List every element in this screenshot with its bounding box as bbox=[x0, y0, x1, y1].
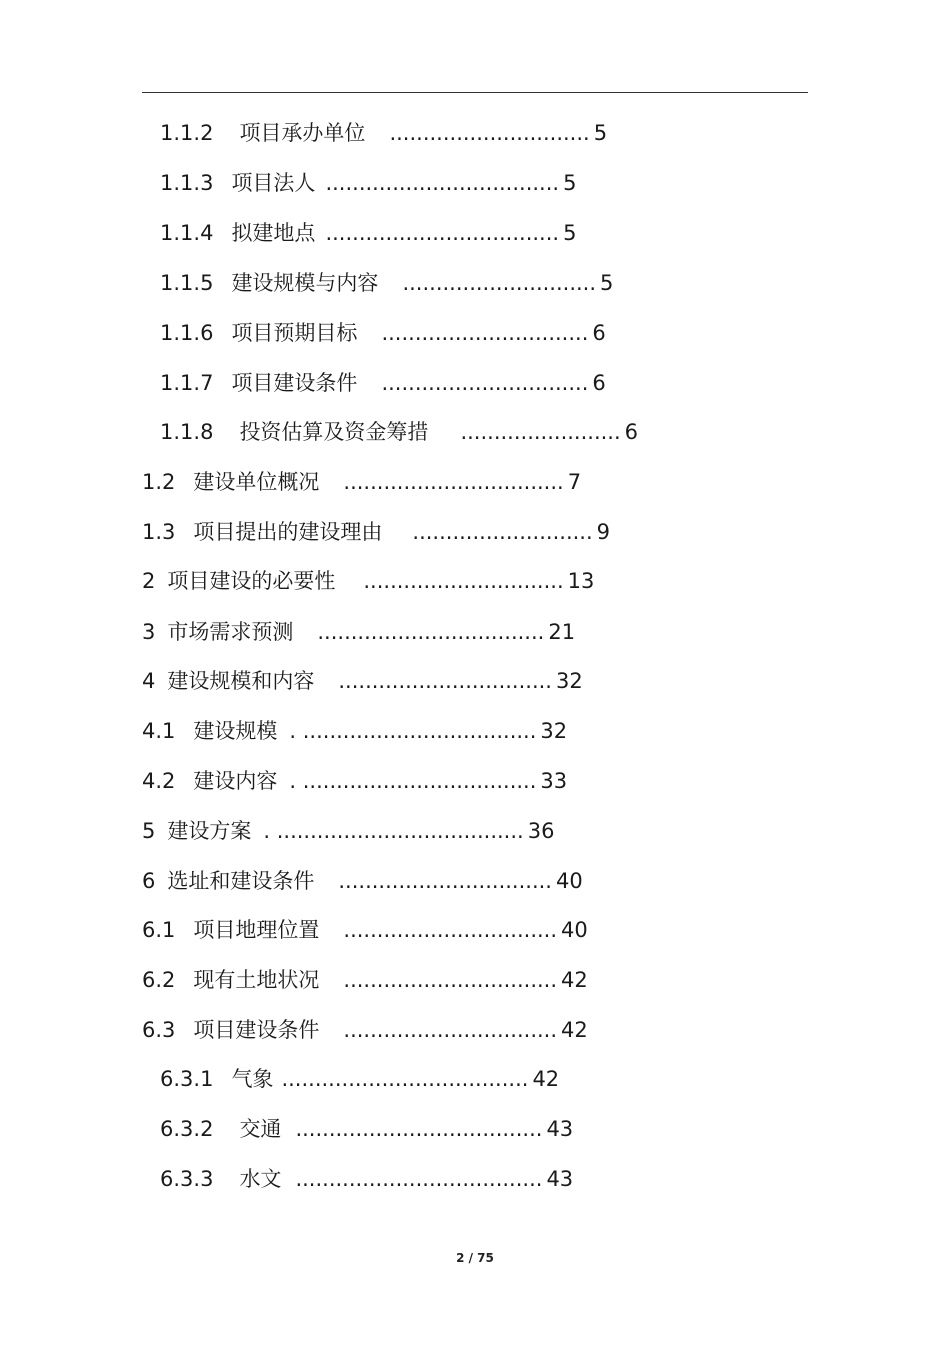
toc-title: 交通 bbox=[239, 1117, 282, 1141]
toc-page-number: 32 bbox=[540, 719, 568, 743]
toc-entry-4-2[interactable] bbox=[142, 766, 567, 796]
toc-title: 水文 bbox=[239, 1167, 282, 1191]
toc-dot-leader: ................................ bbox=[338, 669, 552, 693]
toc-page-number: 42 bbox=[561, 1018, 588, 1042]
toc-title: 拟建地点 bbox=[231, 221, 316, 245]
toc-dot-leader: ........................... bbox=[412, 520, 593, 544]
toc-entry-1-1-3[interactable] bbox=[160, 168, 576, 198]
toc-page-number: 33 bbox=[540, 769, 568, 793]
toc-entry-5[interactable] bbox=[142, 816, 554, 846]
toc-title: 建设规模和内容 bbox=[167, 669, 315, 693]
toc-page-number: 6 bbox=[592, 371, 606, 395]
toc-title: 市场需求预测 bbox=[167, 620, 294, 644]
toc-page-number: 9 bbox=[596, 520, 611, 544]
toc-page-number: 13 bbox=[567, 569, 595, 593]
toc-entry-1-1-4[interactable] bbox=[160, 218, 576, 248]
toc-title: 现有土地状况 bbox=[193, 968, 320, 992]
toc-entry-6-3-1[interactable] bbox=[160, 1064, 559, 1094]
toc-number: 1.3 bbox=[142, 520, 176, 544]
toc-title: 投资估算及资金筹措 bbox=[239, 420, 429, 444]
toc-dot-leader: ................................ bbox=[343, 918, 558, 942]
toc-number: 1.1.4 bbox=[160, 221, 214, 245]
toc-number: 4.1 bbox=[142, 719, 176, 743]
toc-number: 6.3.1 bbox=[160, 1067, 214, 1091]
toc-entry-4[interactable] bbox=[142, 666, 583, 696]
toc-title: 项目建设的必要性 bbox=[167, 569, 336, 593]
toc-page-number: 21 bbox=[548, 620, 576, 644]
toc-title: 建设内容 bbox=[193, 769, 278, 793]
page-number-footer: 2 / 75 bbox=[456, 1251, 494, 1265]
toc-number: 1.1.8 bbox=[160, 420, 214, 444]
toc-title: 项目预期目标 bbox=[231, 321, 358, 345]
toc-page-number: 40 bbox=[561, 918, 588, 942]
toc-number: 1.1.2 bbox=[160, 121, 214, 145]
toc-entry-1-3[interactable] bbox=[142, 517, 610, 547]
toc-number: 6.3.2 bbox=[160, 1117, 214, 1141]
toc-title: 选址和建设条件 bbox=[167, 869, 315, 893]
toc-page-number: 43 bbox=[546, 1167, 574, 1191]
toc-entry-1-1-5[interactable] bbox=[160, 268, 613, 298]
toc-number: 6.3.3 bbox=[160, 1167, 214, 1191]
toc-dot-leader: ..................................... bbox=[281, 1067, 529, 1091]
toc-page-number: 5 bbox=[563, 221, 577, 245]
toc-page-number: 5 bbox=[600, 271, 614, 295]
toc-number: 6 bbox=[142, 869, 156, 893]
toc-dot-leader: .................................. bbox=[317, 620, 545, 644]
toc-number: 3 bbox=[142, 620, 156, 644]
toc-entry-6-3-3[interactable] bbox=[160, 1164, 573, 1194]
toc-title: 项目地理位置 bbox=[193, 918, 320, 942]
toc-number: 4.2 bbox=[142, 769, 176, 793]
toc-number: 6.2 bbox=[142, 968, 176, 992]
toc-title: 气象 bbox=[231, 1067, 274, 1091]
toc-entry-1-1-6[interactable] bbox=[160, 318, 606, 348]
toc-entry-3[interactable] bbox=[142, 617, 575, 647]
toc-number: 1.1.7 bbox=[160, 371, 214, 395]
toc-number: 1.1.6 bbox=[160, 321, 214, 345]
toc-number: 4 bbox=[142, 669, 156, 693]
toc-page-number: 43 bbox=[546, 1117, 574, 1141]
toc-dot-leader: . ................................... bbox=[289, 719, 537, 743]
toc-title: 项目承办单位 bbox=[239, 121, 366, 145]
toc-dot-leader: ................................. bbox=[343, 470, 564, 494]
toc-title: 项目建设条件 bbox=[193, 1018, 320, 1042]
toc-title: 建设单位概况 bbox=[193, 470, 320, 494]
toc-dot-leader: .............................. bbox=[363, 569, 564, 593]
toc-number: 6.3 bbox=[142, 1018, 176, 1042]
toc-number: 6.1 bbox=[142, 918, 176, 942]
toc-dot-leader: ................................ bbox=[343, 968, 558, 992]
toc-entry-6[interactable] bbox=[142, 866, 583, 896]
toc-title: 建设规模与内容 bbox=[231, 271, 379, 295]
toc-dot-leader: ................................ bbox=[343, 1018, 558, 1042]
toc-page-number: 6 bbox=[592, 321, 606, 345]
toc-number: 1.1.5 bbox=[160, 271, 214, 295]
toc-entry-6-2[interactable] bbox=[142, 965, 588, 995]
toc-number: 1.1.3 bbox=[160, 171, 214, 195]
toc-dot-leader: ................................ bbox=[338, 869, 552, 893]
toc-page-number: 7 bbox=[567, 470, 582, 494]
toc-dot-leader: ............................... bbox=[381, 371, 589, 395]
toc-dot-leader: ..................................... bbox=[295, 1167, 543, 1191]
toc-number: 2 bbox=[142, 569, 156, 593]
toc-dot-leader: .............................. bbox=[389, 121, 590, 145]
toc-dot-leader: ................................... bbox=[325, 221, 560, 245]
toc-page-number: 6 bbox=[624, 420, 639, 444]
toc-dot-leader: ............................. bbox=[402, 271, 597, 295]
toc-dot-leader: ................................... bbox=[325, 171, 560, 195]
toc-entry-1-1-8[interactable] bbox=[160, 417, 638, 447]
toc-dot-leader: . ................................... bbox=[289, 769, 537, 793]
toc-entry-6-1[interactable] bbox=[142, 915, 588, 945]
toc-entry-2[interactable] bbox=[142, 566, 594, 596]
toc-number: 1.2 bbox=[142, 470, 176, 494]
toc-title: 建设方案 bbox=[167, 819, 252, 843]
toc-page-number: 5 bbox=[563, 171, 577, 195]
toc-entry-6-3-2[interactable] bbox=[160, 1114, 573, 1144]
toc-page-number: 42 bbox=[561, 968, 588, 992]
toc-page-number: 5 bbox=[593, 121, 608, 145]
toc-dot-leader: ..................................... bbox=[295, 1117, 543, 1141]
toc-page-number: 40 bbox=[555, 869, 583, 893]
toc-title: 项目提出的建设理由 bbox=[193, 520, 383, 544]
toc-page-number: 36 bbox=[527, 819, 555, 843]
toc-title: 项目建设条件 bbox=[231, 371, 358, 395]
toc-dot-leader: ........................ bbox=[460, 420, 621, 444]
toc-page-number: 32 bbox=[555, 669, 583, 693]
toc-entry-1-2[interactable] bbox=[142, 467, 581, 497]
toc-entry-1-1-7[interactable] bbox=[160, 368, 606, 398]
toc-entry-6-3[interactable] bbox=[142, 1015, 588, 1045]
toc-entry-1-1-2[interactable] bbox=[160, 118, 607, 148]
toc-title: 项目法人 bbox=[231, 171, 316, 195]
toc-dot-leader: . ..................................... bbox=[263, 819, 524, 843]
toc-page-number: 42 bbox=[532, 1067, 560, 1091]
toc-number: 5 bbox=[142, 819, 156, 843]
toc-entry-4-1[interactable] bbox=[142, 716, 567, 746]
toc-title: 建设规模 bbox=[193, 719, 278, 743]
toc-dot-leader: ............................... bbox=[381, 321, 589, 345]
